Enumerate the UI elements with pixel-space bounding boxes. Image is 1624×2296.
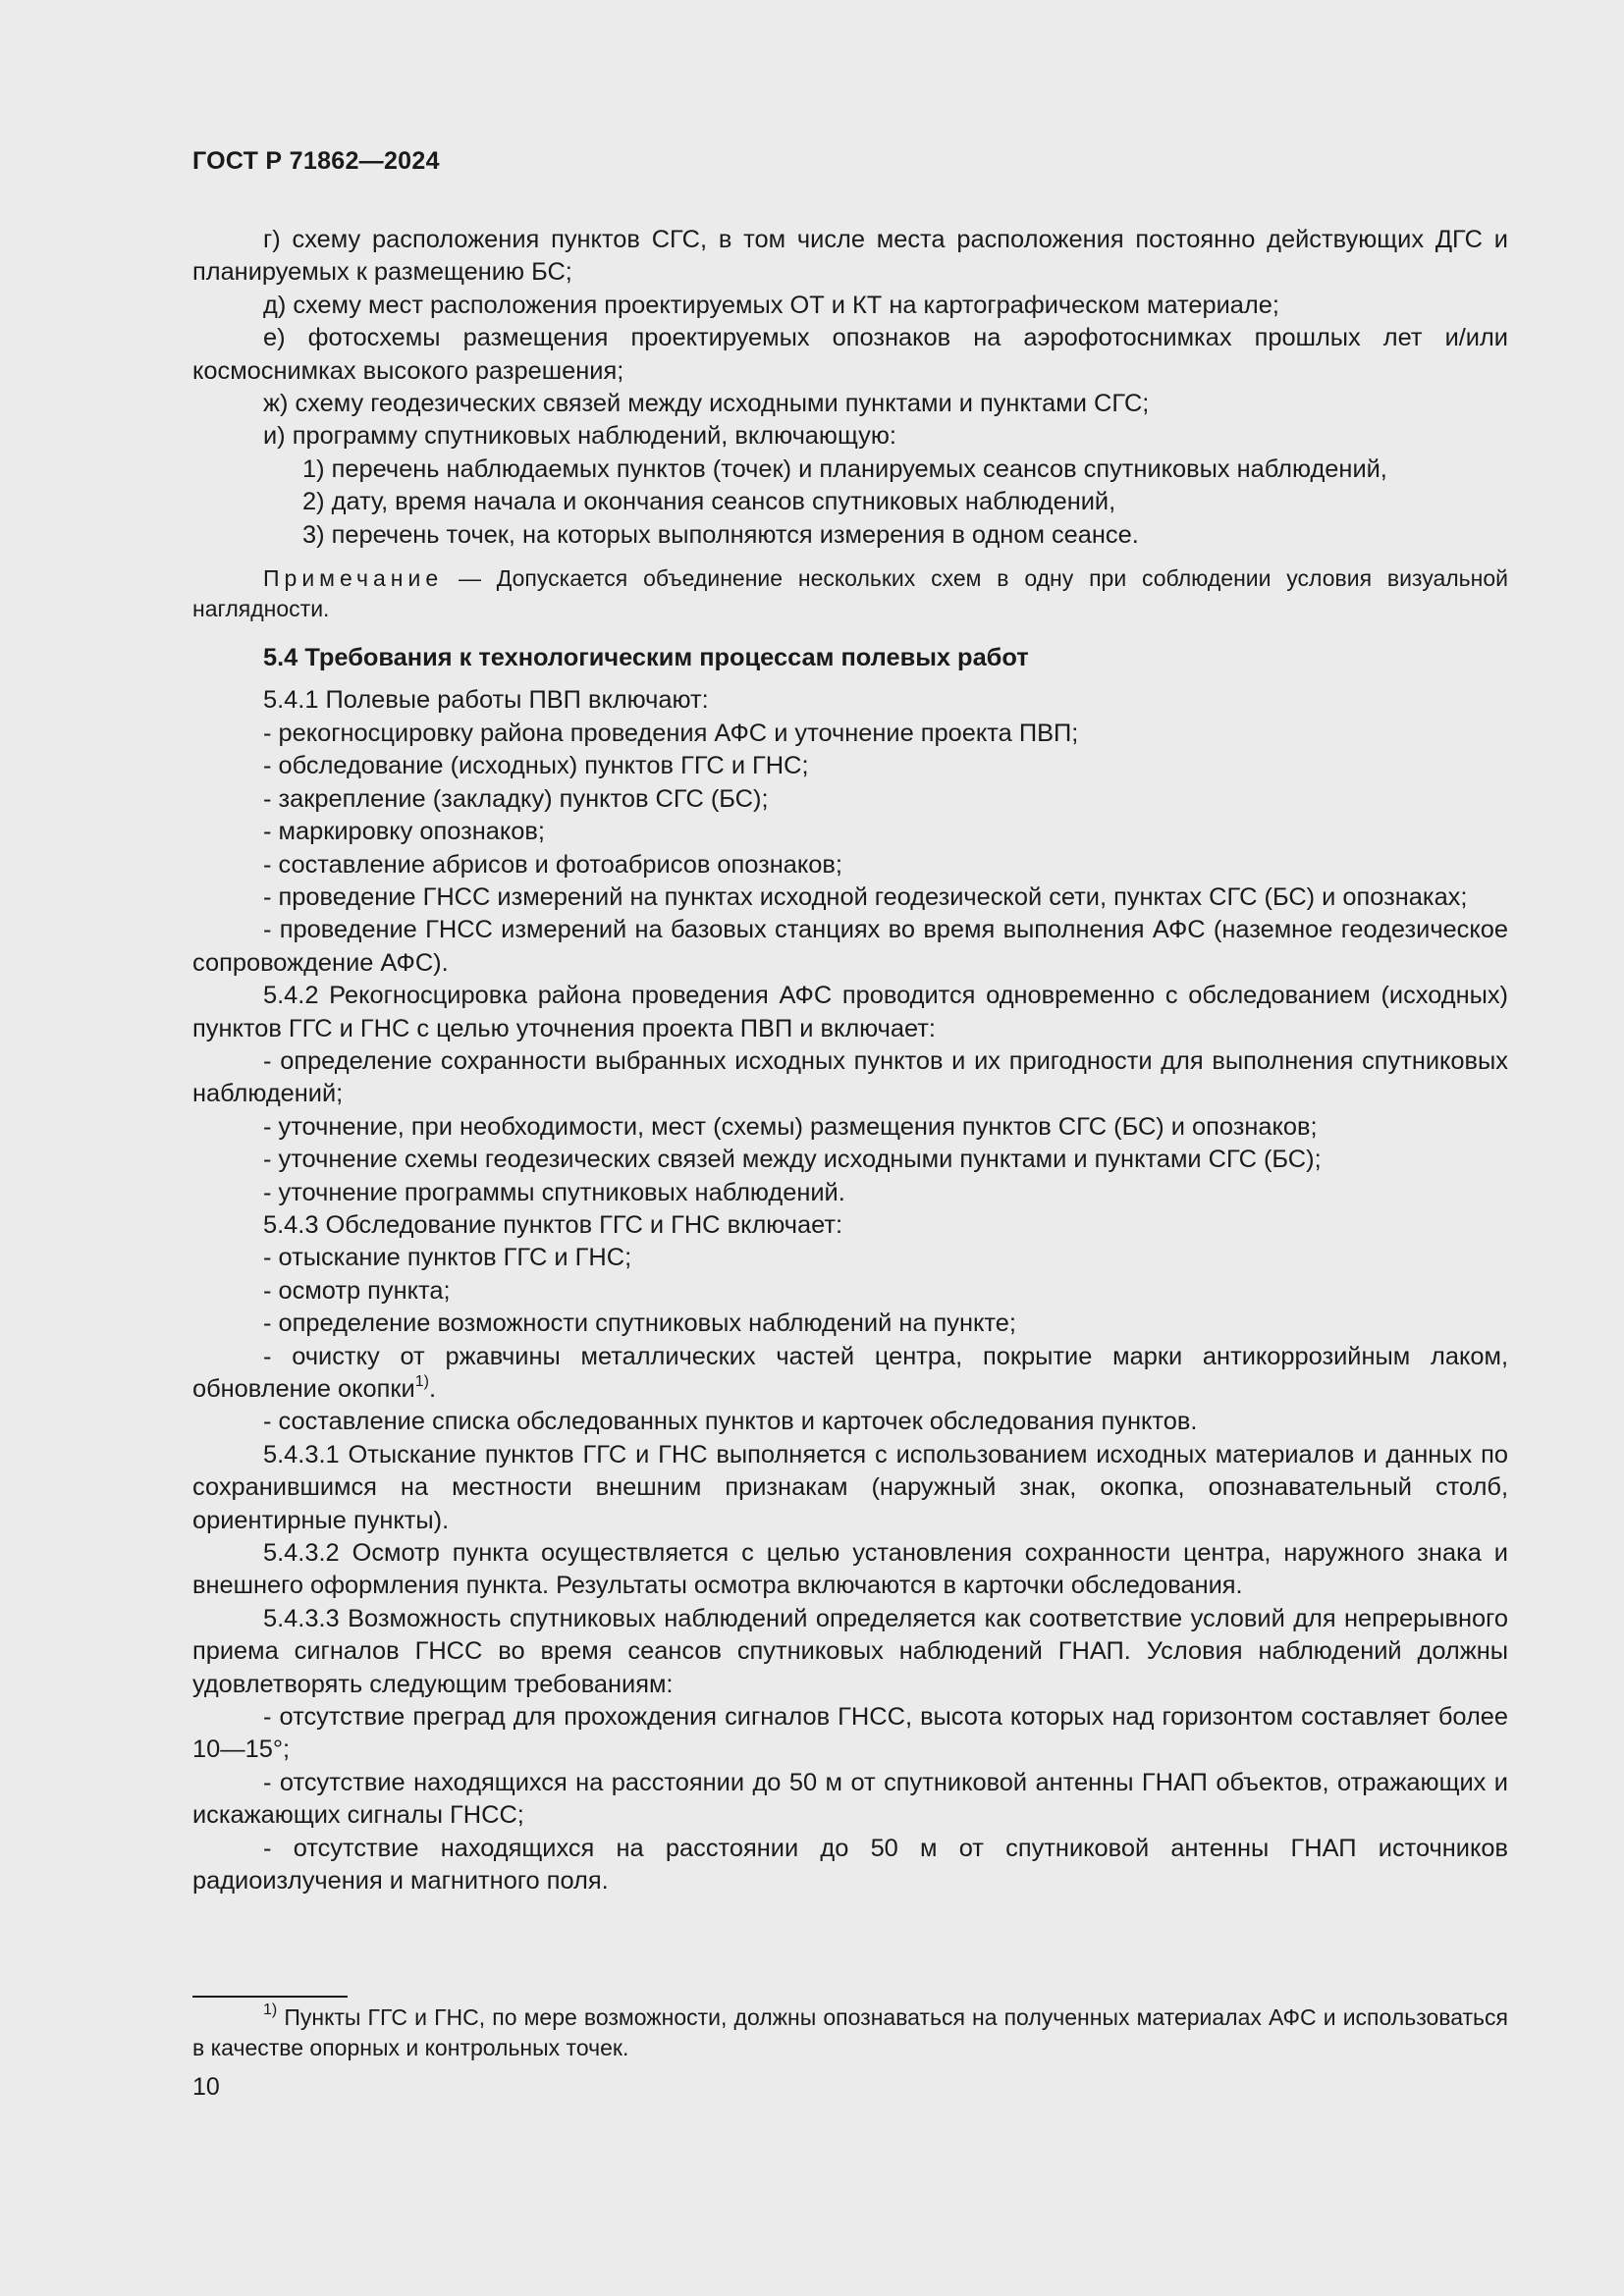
note-label: Примечание xyxy=(263,565,444,592)
footnote-divider xyxy=(192,1996,348,1998)
list-item: - проведение ГНСС измерений на базовых станциях во время выполнения АФС (наземное геодезическое сопровождение АФС). xyxy=(192,916,1508,977)
list-item: - осмотр пункта; xyxy=(263,1276,451,1305)
list-item-text: - очистку от ржавчины металлических частей центра, покрытие марки антикоррозийным лаком, обновление окопки xyxy=(192,1342,1508,1403)
note xyxy=(192,563,1508,624)
list-item: - составление абрисов и фотоабрисов опознаков; xyxy=(263,850,842,879)
list-item: - отсутствие находящихся на расстоянии до 50 м от спутниковой антенны ГНАП источников радиоизлучения и магнитного поля. xyxy=(192,1834,1508,1896)
list-item: - уточнение программы спутниковых наблюдений. xyxy=(263,1178,845,1206)
list-item: ж) схему геодезических связей между исходными пунктами и пунктами СГС; xyxy=(263,390,1150,418)
list-item-tail: . xyxy=(428,1375,437,1403)
note-text: — Допускается объединение нескольких схем в одну при соблюдении условия визуальной наглядности. xyxy=(192,565,1508,622)
list-item: - отыскание пунктов ГГС и ГНС; xyxy=(263,1244,632,1272)
body-text xyxy=(192,224,1508,1898)
list-item: - составление списка обследованных пунктов и карточек обследования пунктов. xyxy=(263,1408,1198,1436)
list-item: и) программу спутниковых наблюдений, включающую: xyxy=(263,422,896,451)
list-item: - маркировку опознаков; xyxy=(263,818,545,846)
list-item: е) фотосхемы размещения проектируемых опознаков на аэрофотоснимках прошлых лет и/или космоснимках высокого разрешения; xyxy=(192,324,1508,385)
footnote-marker: 1) xyxy=(263,2002,278,2018)
list-item: - обследование (исходных) пунктов ГГС и ГНС; xyxy=(263,752,809,780)
paragraph: 5.4.2 Рекогносцировка района проведения АФС проводится одновременно с обследованием (исходных) пунктов ГГС и ГНС с целью уточнения проекта ПВП и включает: xyxy=(192,982,1508,1042)
document-code-header: ГОСТ Р 71862—2024 xyxy=(192,147,440,175)
list-item: - определение сохранности выбранных исходных пунктов и их пригодности для выполнения спутниковых наблюдений; xyxy=(192,1046,1508,1108)
footnote xyxy=(192,2002,1508,2063)
list-item: - проведение ГНСС измерений на пунктах исходной геодезической сети, пунктах СГС (БС) и опознаках; xyxy=(263,882,1468,911)
list-item: - определение возможности спутниковых наблюдений на пункте; xyxy=(263,1309,1016,1338)
paragraph: 5.4.1 Полевые работы ПВП включают: xyxy=(263,686,709,715)
footnote-reference[interactable]: 1) xyxy=(414,1373,429,1390)
section-heading: 5.4 Требования к технологическим процессам полевых работ xyxy=(263,644,1029,672)
paragraph: 5.4.3 Обследование пунктов ГГС и ГНС включает: xyxy=(263,1210,843,1239)
list-item: д) схему мест расположения проектируемых ОТ и КТ на картографическом материале; xyxy=(263,291,1279,319)
list-item: г) схему расположения пунктов СГС, в том числе места расположения постоянно действующих ДГС и планируемых к размещению БС; xyxy=(192,226,1508,287)
list-item: - отсутствие находящихся на расстоянии до 50 м от спутниковой антенны ГНАП объектов, отражающих и искажающих сигналы ГНСС; xyxy=(192,1768,1508,1830)
list-item: - отсутствие преград для прохождения сигналов ГНСС, высота которых над горизонтом составляет более 10—15°; xyxy=(192,1703,1508,1764)
list-item: - уточнение, при необходимости, мест (схемы) размещения пунктов СГС (БС) и опознаков; xyxy=(263,1112,1318,1141)
list-item xyxy=(192,1341,1508,1407)
footnote-text: Пункты ГГС и ГНС, по мере возможности, должны опознаваться на полученных материалах АФС и использоваться в качестве опорных и контрольных точек. xyxy=(192,2004,1508,2060)
program-list-item: 2) дату, время начала и окончания сеансов спутниковых наблюдений, xyxy=(302,488,1116,516)
paragraph: 5.4.3.3 Возможность спутниковых наблюдений определяется как соответствие условий для непрерывного приема сигналов ГНСС во время сеансов спутниковых наблюдений ГНАП. Условия наблюдений должны удовлетворять следующим требованиям: xyxy=(192,1604,1508,1698)
paragraph: 5.4.3.2 Осмотр пункта осуществляется с целью установления сохранности центра, наружного знака и внешнего оформления пункта. Результаты осмотра включаются в карточки обследования. xyxy=(192,1539,1508,1600)
program-list-item: 3) перечень точек, на которых выполняются измерения в одном сеансе. xyxy=(302,520,1139,549)
list-item: - закрепление (закладку) пунктов СГС (БС); xyxy=(263,784,769,813)
paragraph: 5.4.3.1 Отыскание пунктов ГГС и ГНС выполняется с использованием исходных материалов и данных по сохранившимся на местности внешним признакам (наружный знак, окопка, опознавательный столб, ориентирные пункты). xyxy=(192,1440,1508,1534)
list-item: - рекогносцировку района проведения АФС и уточнение проекта ПВП; xyxy=(263,719,1079,747)
page-number: 10 xyxy=(192,2073,220,2101)
program-list-item: 1) перечень наблюдаемых пунктов (точек) и планируемых сеансов спутниковых наблюдений, xyxy=(302,454,1387,483)
list-item: - уточнение схемы геодезических связей между исходными пунктами и пунктами СГС (БС); xyxy=(263,1146,1322,1174)
